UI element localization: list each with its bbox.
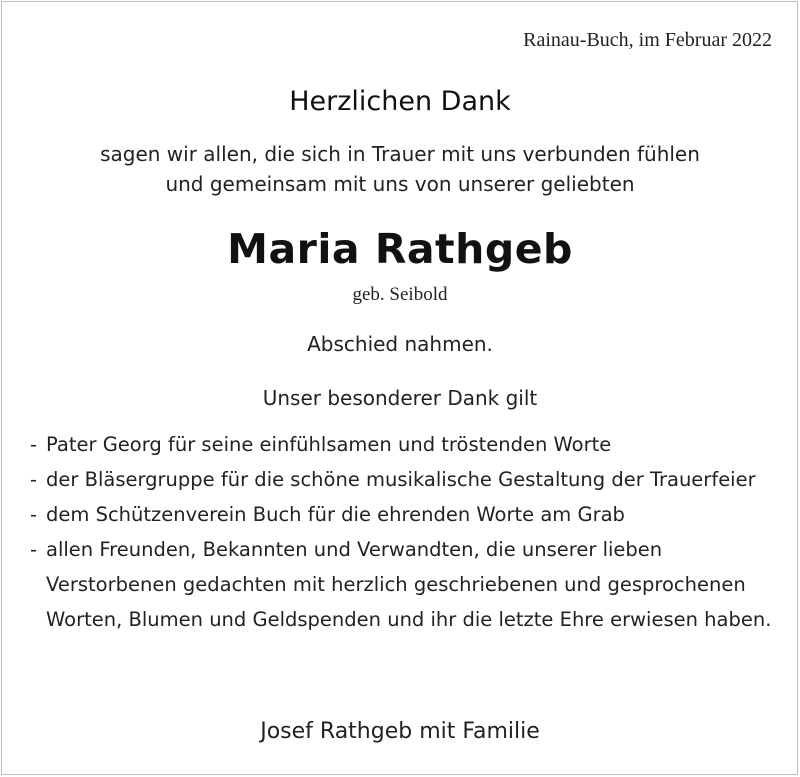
list-item: - allen Freunden, Bekannten und Verwandten, die unserer lieben Verstorbenen gedachten mit herzlich geschriebenen und gesprochenen Worten, Blumen und Geldspenden und ihr die letzte Ehre erwiesen haben.	[30, 532, 780, 637]
list-item: - dem Schützenverein Buch für die ehrenden Worte am Grab	[30, 497, 780, 532]
intro-line-1: sagen wir allen, die sich in Trauer mit uns verbunden fühlen	[100, 142, 700, 166]
intro-text	[0, 139, 800, 199]
farewell-text: Abschied nahmen.	[307, 332, 493, 356]
list-item: - der Bläsergruppe für die schöne musikalische Gestaltung der Trauerfeier	[30, 462, 780, 497]
list-item: - Pater Georg für seine einfühlsamen und tröstenden Worte	[30, 427, 780, 462]
intro-line-2: und gemeinsam mit uns von unserer geliebten	[165, 172, 635, 196]
thanks-intro: Unser besonderer Dank gilt	[262, 386, 538, 410]
heading: Herzlichen Dank	[289, 86, 511, 117]
signature: Josef Rathgeb mit Familie	[260, 719, 540, 744]
deceased-name: Maria Rathgeb	[227, 225, 573, 273]
birth-name: geb. Seibold	[352, 284, 448, 305]
thanks-list	[30, 427, 780, 637]
place-date: Rainau-Buch, im Februar 2022	[523, 29, 772, 51]
